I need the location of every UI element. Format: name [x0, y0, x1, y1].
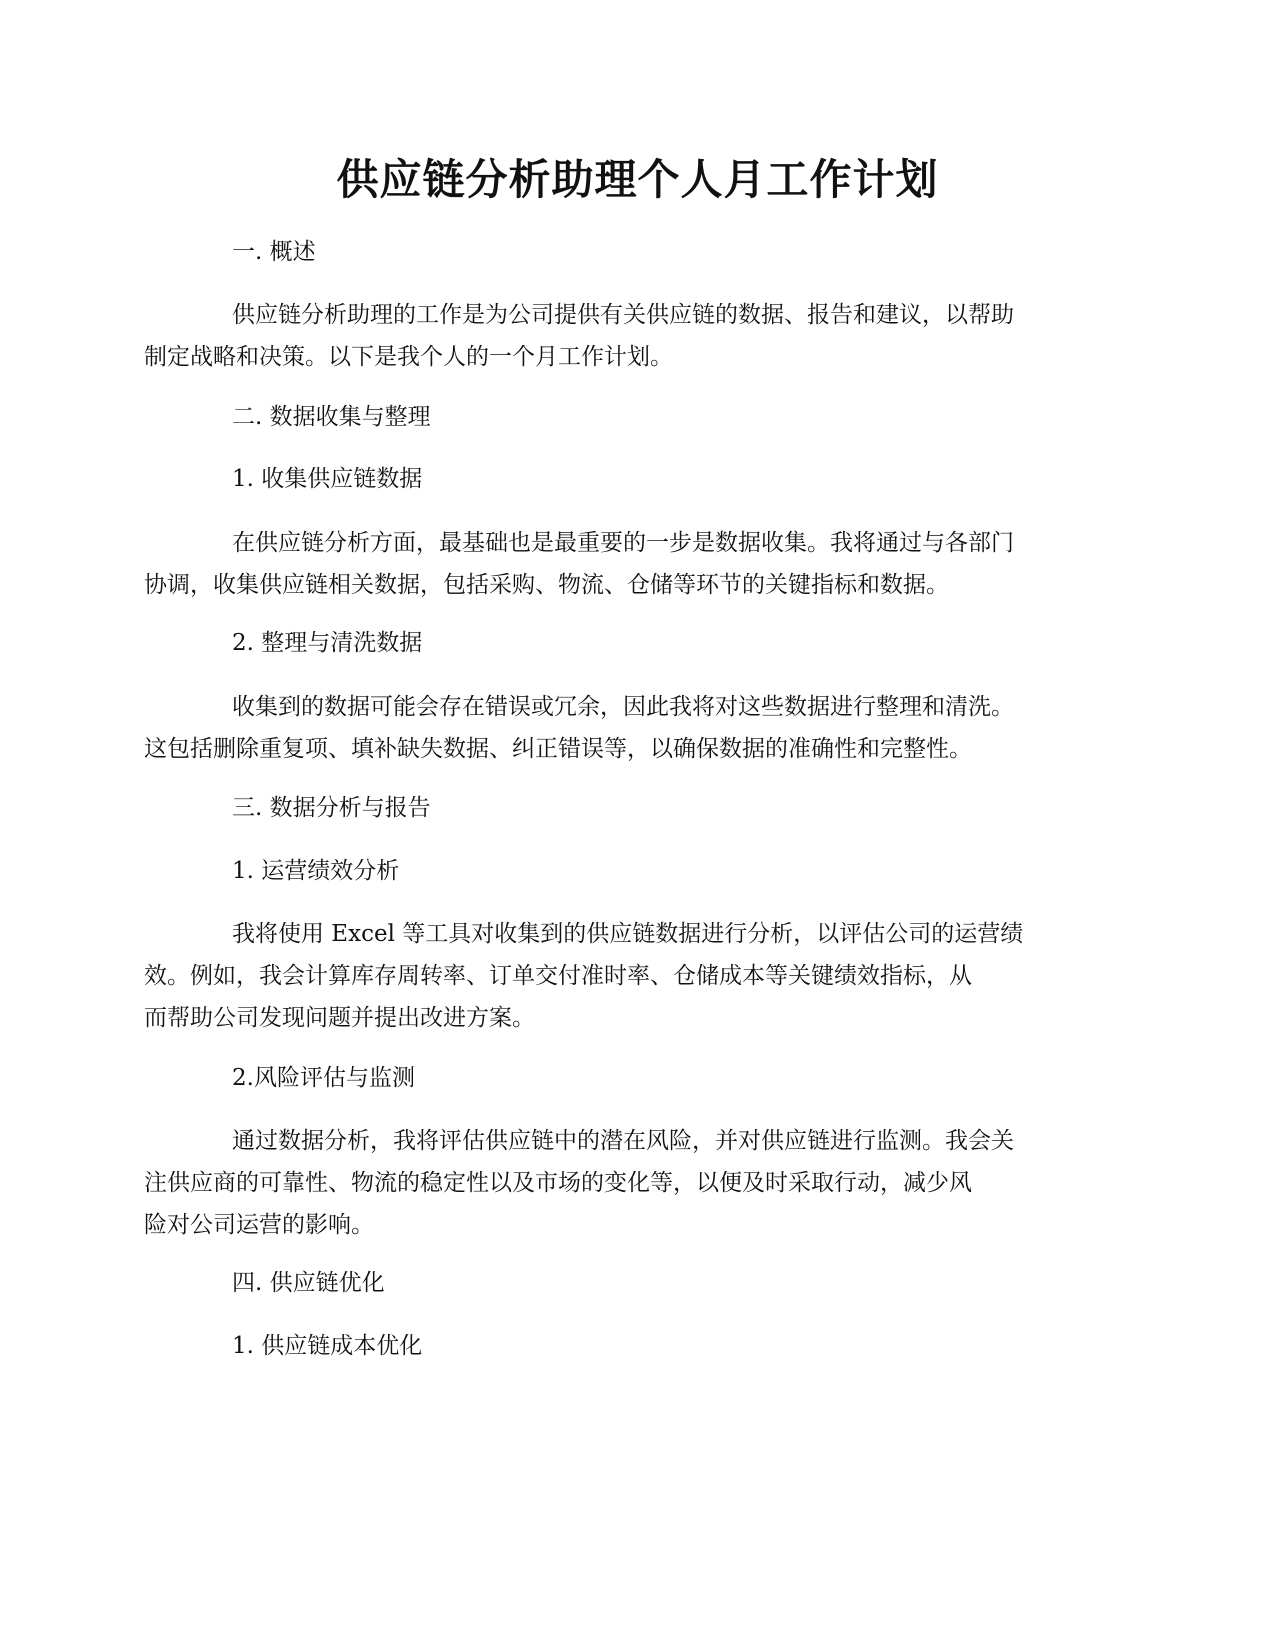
paragraph-line: 通过数据分析，我将评估供应链中的潜在风险，并对供应链进行监测。我会关: [232, 1128, 1014, 1154]
paragraph-line: 注供应商的可靠性、物流的稳定性以及市场的变化等，以便及时采取行动，减少风: [144, 1170, 972, 1196]
paragraph-line: 在供应链分析方面，最基础也是最重要的一步是数据收集。我将通过与各部门: [232, 530, 1014, 556]
paragraph-line: 这包括删除重复项、填补缺失数据、纠正错误等，以确保数据的准确性和完整性。: [144, 736, 972, 762]
subheading-collect-data: 1. 收集供应链数据: [232, 466, 423, 492]
paragraph-line: 制定战略和决策。以下是我个人的一个月工作计划。: [144, 344, 673, 370]
paragraph-line: 收集到的数据可能会存在错误或冗余，因此我将对这些数据进行整理和清洗。: [232, 694, 1014, 720]
paragraph-line: 协调，收集供应链相关数据，包括采购、物流、仓储等环节的关键指标和数据。: [144, 572, 949, 598]
paragraph-collect-data: [144, 522, 1088, 606]
subheading-clean-data: 2. 整理与清洗数据: [232, 630, 423, 656]
section-heading-data-collection: 二. 数据收集与整理: [232, 404, 431, 430]
paragraph-overview: [144, 294, 1088, 378]
section-heading-analysis: 三. 数据分析与报告: [232, 795, 431, 821]
paragraph-line: 供应链分析助理的工作是为公司提供有关供应链的数据、报告和建议，以帮助: [232, 302, 1014, 328]
paragraph-line: 我将使用 Excel 等工具对收集到的供应链数据进行分析，以评估公司的运营绩: [232, 921, 1024, 947]
subheading-performance-analysis: 1. 运营绩效分析: [232, 858, 400, 884]
subheading-cost-optimization: 1. 供应链成本优化: [232, 1333, 423, 1359]
document-title: 供应链分析助理个人月工作计划: [336, 155, 939, 204]
paragraph-line: 而帮助公司发现问题并提出改进方案。: [144, 1005, 535, 1031]
paragraph-line: 效。例如，我会计算库存周转率、订单交付准时率、仓储成本等关键绩效指标，从: [144, 963, 972, 989]
section-heading-optimization: 四. 供应链优化: [232, 1270, 385, 1296]
paragraph-performance-analysis: [144, 913, 1088, 1039]
paragraph-clean-data: [144, 686, 1088, 770]
section-heading-overview: 一. 概述: [232, 239, 316, 265]
paragraph-line: 险对公司运营的影响。: [144, 1212, 374, 1238]
subheading-risk-assessment: 2.风险评估与监测: [232, 1065, 415, 1091]
paragraph-risk-assessment: [144, 1120, 1088, 1246]
